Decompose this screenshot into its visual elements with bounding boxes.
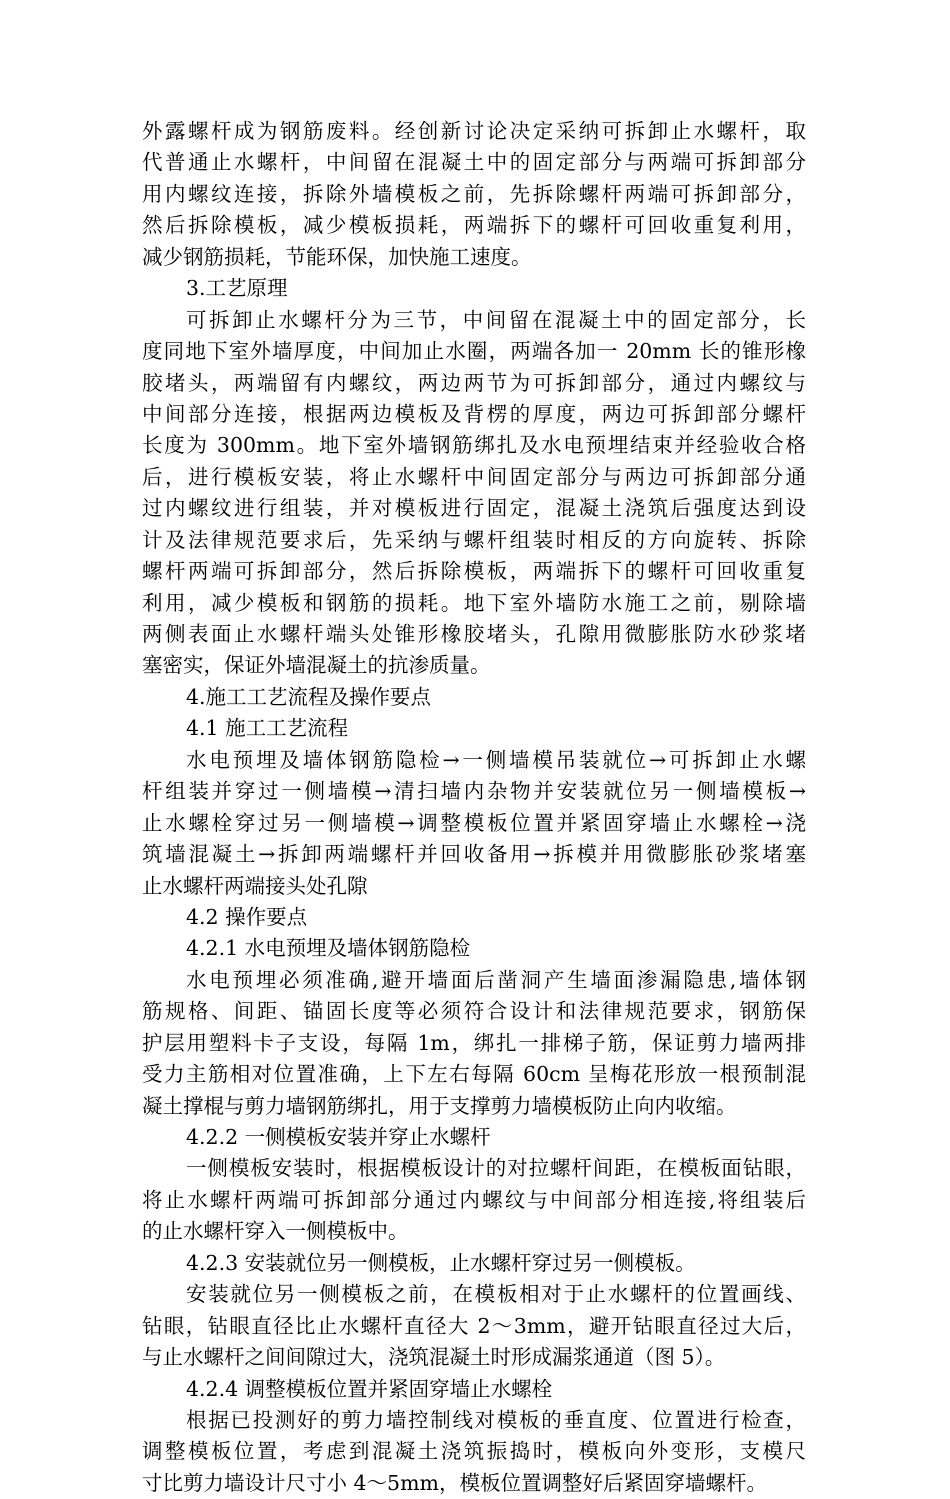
text-line: 4.1 施工工艺流程 [186,716,349,741]
text-line: 杆组装并穿过一侧墙模→清扫墙内杂物并安装就位另一侧墙模板→ [142,779,806,804]
text-line: 后，进行模板安装，将止水螺杆中间固定部分与两边可拆卸部分通 [142,464,806,489]
text-line: 过内螺纹进行组装，并对模板进行固定，混凝土浇筑后强度达到设 [142,496,806,521]
text-line: 止水螺栓穿过另一侧墙模→调整模板位置并紧固穿墙止水螺栓→浇 [142,810,806,835]
text-line: 计及法律规范要求后，先采纳与螺杆组装时相反的方向旋转、拆除 [142,527,806,552]
text-line: 一侧模板安装时，根据模板设计的对拉螺杆间距，在模板面钻眼， [186,1156,806,1181]
text-line: 安装就位另一侧模板之前，在模板相对于止水螺杆的位置画线、 [186,1282,806,1307]
text-line: 螺杆两端可拆卸部分，然后拆除模板，两端拆下的螺杆可回收重复 [142,559,806,584]
text-line: 受力主筋相对位置准确，上下左右每隔 60cm 呈梅花形放一根预制混 [142,1062,806,1087]
text-line: 胶堵头，两端留有内螺纹，两边两节为可拆卸部分，通过内螺纹与 [142,370,806,395]
text-line: 凝土撑棍与剪力墙钢筋绑扎，用于支撑剪力墙模板防止向内收缩。 [142,1093,737,1118]
text-line: 4.2.1 水电预埋及墙体钢筋隐检 [186,936,471,961]
text-line: 减少钢筋损耗，节能环保，加快施工速度。 [142,244,532,269]
text-line: 代普通止水螺杆，中间留在混凝土中的固定部分与两端可拆卸部分 [142,150,806,175]
text-line: 外露螺杆成为钢筋废料。经创新讨论决定采纳可拆卸止水螺杆，取 [142,119,806,143]
text-line: 塞密实，保证外墙混凝土的抗渗质量。 [142,653,491,678]
text-line: 护层用塑料卡子支设，每隔 1m，绑扎一排梯子筋，保证剪力墙两排 [142,1030,806,1055]
text-line: 4.2 操作要点 [186,904,308,929]
text-line: 水电预埋必须准确,避开墙面后凿洞产生墙面渗漏隐患,墙体钢 [186,967,806,992]
text-line: 将止水螺杆两端可拆卸部分通过内螺纹与中间部分相连接,将组装后 [142,1187,806,1212]
document-page [142,116,806,1499]
text-line: 与止水螺杆之间间隙过大，浇筑混凝土时形成漏浆通道（图 5）。 [142,1345,726,1370]
text-line: 中间部分连接，根据两边模板及背楞的厚度，两边可拆卸部分螺杆 [142,401,806,426]
text-line: 两侧表面止水螺杆端头处锥形橡胶堵头，孔隙用微膨胀防水砂浆堵 [142,622,806,646]
text-line: 利用，减少模板和钢筋的损耗。地下室外墙防水施工之前，剔除墙 [142,590,806,615]
text-line: 筑墙混凝土→拆卸两端螺杆并回收备用→拆模并用微膨胀砂浆堵塞 [142,842,806,867]
text-line: 用内螺纹连接，拆除外墙模板之前，先拆除螺杆两端可拆卸部分， [142,181,806,206]
text-line: 根据已投测好的剪力墙控制线对模板的垂直度、位置进行检查， [186,1407,806,1432]
text-line: 4.2.2 一侧模板安装并穿止水螺杆 [186,1125,491,1149]
text-line: 4.2.3 安装就位另一侧模板，止水螺杆穿过另一侧模板。 [186,1250,696,1275]
text-line: 筋规格、间距、锚固长度等必须符合设计和法律规范要求，钢筋保 [142,999,806,1024]
text-line: 寸比剪力墙设计尺寸小 4～5mm，模板位置调整好后紧固穿墙螺杆。 [142,1470,767,1495]
text-line: 水电预埋及墙体钢筋隐检→一侧墙模吊装就位→可拆卸止水螺 [186,747,806,772]
text-line: 的止水螺杆穿入一侧模板中。 [142,1219,409,1244]
text-line: 度同地下室外墙厚度，中间加止水圈，两端各加一 20mm 长的锥形橡 [142,339,806,364]
text-line: 钻眼，钻眼直径比止水螺杆直径大 2～3mm，避开钻眼直径过大后， [142,1313,806,1338]
text-line: 4.2.4 调整模板位置并紧固穿墙止水螺栓 [186,1376,553,1401]
text-line: 长度为 300mm。地下室外墙钢筋绑扎及水电预埋结束并经验收合格 [142,433,806,458]
text-line: 调整模板位置，考虑到混凝土浇筑振捣时，模板向外变形，支模尺 [142,1439,806,1464]
text-line: 可拆卸止水螺杆分为三节，中间留在混凝土中的固定部分，长 [186,307,806,332]
text-line: 3.工艺原理 [186,276,288,301]
text-line: 止水螺杆两端接头处孔隙 [142,873,368,898]
text-line: 4.施工工艺流程及操作要点 [186,684,432,709]
text-line: 然后拆除模板，减少模板损耗，两端拆下的螺杆可回收重复利用， [142,213,806,238]
